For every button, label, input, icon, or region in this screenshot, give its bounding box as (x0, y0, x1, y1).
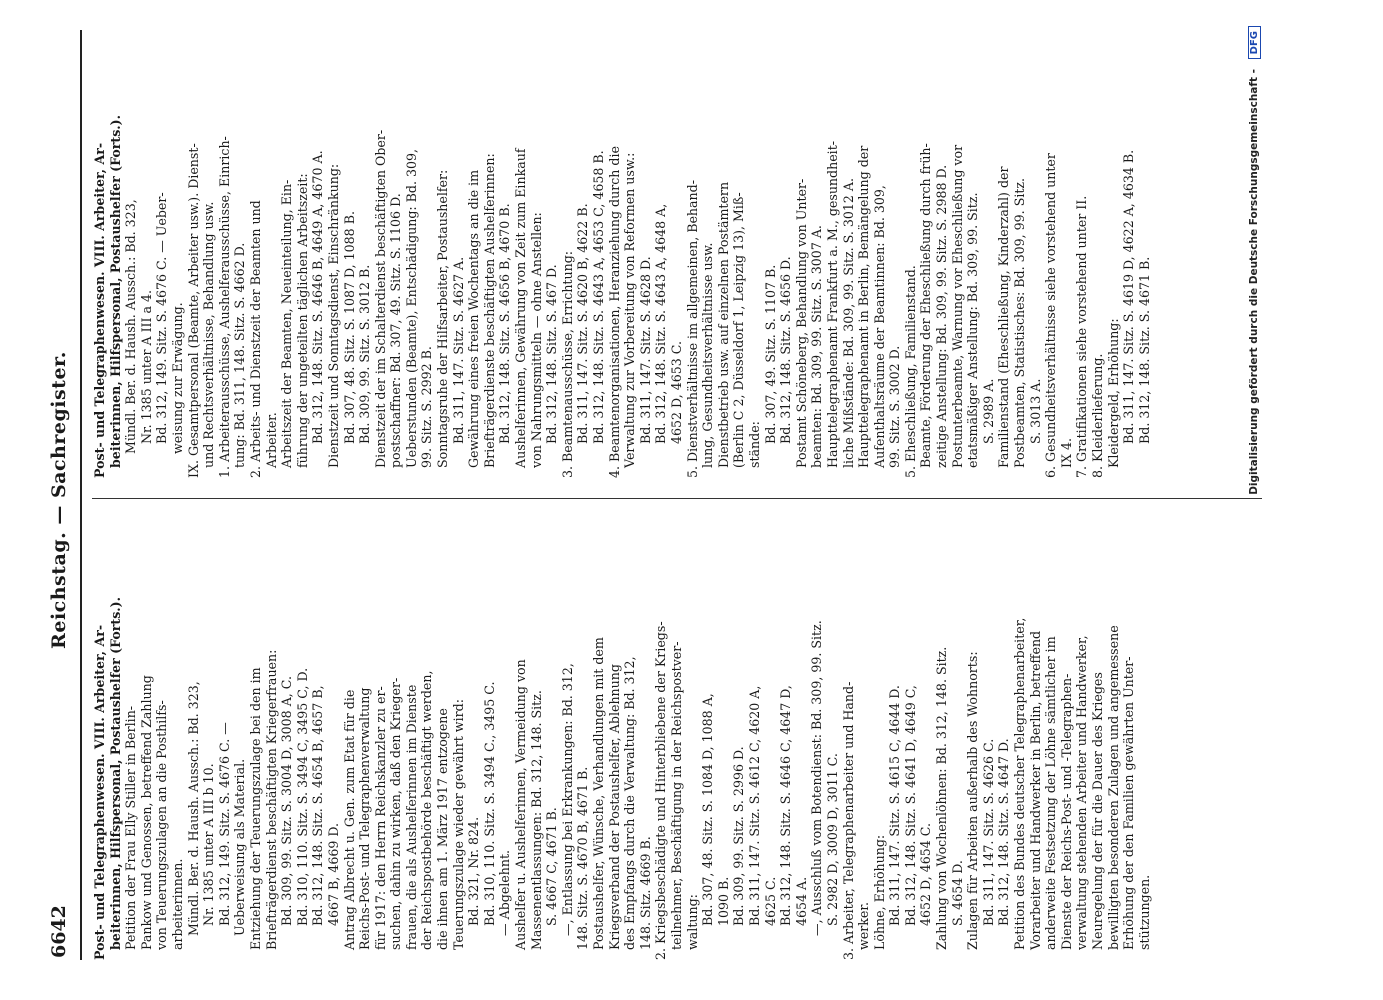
index-entry-line: Bd. 307, 48. Sitz. S. 1087 D, 1088 B. (341, 211, 357, 444)
index-entry-line: 6. Gesundheitsverhältnisse siehe vorstehend unter (1043, 153, 1059, 478)
index-entry-line: Arbeitszeit der Beamten, Neueinteilung, Ein- (279, 179, 295, 468)
digitization-footer (1248, 0, 1268, 994)
index-entry-line: Bd. 311, 147. Sitz. S. 4628 D. (637, 256, 653, 444)
index-entry-line: Bd. 312, 148. Sitz. S. 4641 D, 4649 C, (902, 685, 918, 926)
index-entry-line: Aushelfer u. Aushelferinnen, Vermeidung von (513, 659, 529, 950)
index-entry-line: (Berlin C 2, Düsseldorf 1, Leipzig 13), Miß- (731, 192, 747, 468)
index-entry-line: —, Ausschluß vom Botendienst: Bd. 309, 99. Sitz. (809, 620, 825, 936)
index-entry-line: Postamt Schöneberg, Behandlung von Unter- (793, 178, 809, 468)
index-entry-line: Mündl. Ber. d. Haush. Aussch.: Bd. 323, (123, 199, 139, 454)
index-entry-line: S. 3013 A. (1027, 378, 1043, 444)
index-entry-line: arbeiterinnen. (169, 858, 185, 950)
index-entry-line: Reichs-Post- und Telegraphenverwaltung (357, 687, 373, 950)
index-entry-line: 1. Arbeiterausschüsse, Aushelferausschüsse, Einrich- (216, 136, 232, 478)
index-entry-line: 2. Arbeits- und Dienstzeit der Beamten und (247, 200, 263, 478)
index-entry-line: 99. Sitz. S. 2992 B. (419, 346, 435, 468)
index-entry-line: Bd. 311, 147. Sitz. S. 4627 A. (450, 256, 466, 444)
index-entry-line: Dienstzeit der im Schalterdienst beschäftigten Ober- (372, 129, 388, 468)
index-entry-line: Bd. 309, 99. Sitz. S. 2996 D. (731, 746, 747, 926)
index-entry-line: S. 4654 D. (949, 860, 965, 926)
index-entry-line: Bd. 311, 147. Sitz. S. 4615 C, 4644 D. (887, 685, 903, 926)
index-entry-line: Bd. 312, 148. Sitz. S. 4647 D. (996, 738, 1012, 926)
page-number: 6642 (48, 905, 70, 958)
index-entry-line: tung: Bd. 311, 148. Sitz. S. 4662 D. (232, 242, 248, 468)
index-entry-line: 3. Beamtenausschüsse, Errichtung: (559, 250, 575, 478)
index-entry-line: der Reichspostbehörde beschäftigt werden, (419, 670, 435, 950)
index-entry-line: Neuregelung der für die Dauer des Krieges (1090, 672, 1105, 950)
index-entry-line: Teuerungszulage wieder gewährt wird: (450, 699, 466, 950)
index-entry-line: Verwaltung zur Vorbereitung von Reformen usw.: (622, 152, 638, 468)
index-entry-line: Arbeiter. (263, 412, 279, 468)
index-entry-line: Dienstbetrieb usw. auf einzelnen Postämtern (715, 181, 731, 468)
index-entry-line: Zulagen für Arbeiten außerhalb des Wohnorts: (965, 651, 981, 950)
index-entry-line: Bd. 312, 148. Sitz. S. 4643 A, 4648 A, (653, 203, 669, 444)
index-entry-line: 5. Dienstverhältnisse im allgemeinen, Behand- (684, 180, 700, 478)
index-entry-line: Bd. 307, 49. Sitz. S. 1107 B. (762, 264, 778, 444)
index-entry-line: weisung zur Erwägung. (169, 302, 185, 454)
index-entry-line: teilnehmer, Beschäftigung in der Reichspostver- (668, 641, 684, 950)
index-entry-line: 3. Arbeiter, Telegraphenarbeiter und Hand- (840, 681, 856, 960)
index-entry-line: 2. Kriegsbeschädigte und Hinterbliebene der Kriegs- (653, 621, 669, 960)
index-entry-line: liche Mißstände: Bd. 309, 99. Sitz. S. 3012 A. (840, 177, 856, 468)
index-entry-line: Bd. 311, 147. Sitz. S. 4612 C, 4620 A, (746, 685, 762, 926)
column-divider (92, 498, 1262, 499)
index-entry-line: Bd. 312, 148. Sitz. S. 4646 C, 4647 D, (778, 685, 794, 926)
index-entry-line: werker. (856, 902, 872, 950)
index-entry-line: Familienstand (Eheschließung, Kinderzahl) der (996, 166, 1012, 468)
index-entry-line: 1090 B. (715, 876, 731, 926)
index-entry-line: Bd. 321, Nr. 824. (466, 816, 482, 926)
index-entry-line: Bd. 312, 148. Sitz. S. 4643 A, 4653 C, 4658 B. (591, 150, 606, 444)
index-entry-line: waltung: (684, 894, 700, 950)
right-column (92, 42, 1272, 478)
index-entry-line: Bd. 312, 148. Sitz. S. 4656 D. (778, 256, 794, 444)
index-entry-line: — Abgelehnt. (497, 849, 513, 936)
index-entry-line: 4667 B, 4669 D. (325, 822, 341, 926)
index-entry-line: beamten: Bd. 309, 99. Sitz. S. 3007 A. (809, 225, 825, 468)
index-entry-line: 4654 A. (793, 876, 809, 926)
index-entry-line: Bd. 310, 110. Sitz. S. 3494 C, 3495 C, D. (294, 667, 310, 926)
index-entry-line: —, Entlassung bei Erkrankungen: Bd. 312, (559, 663, 575, 936)
running-title: Reichstag. — Sachregister. (48, 351, 70, 649)
index-entry-line: Post- und Telegraphenwesen. VIII. Arbeiter, Ar- (92, 624, 107, 960)
page-header (0, 0, 80, 1000)
footer-text: Digitalisierung gefördert durch die Deutsche Forschungsgemeinschaft - (1248, 69, 1260, 495)
index-entry-line: des Empfangs durch die Verwaltung: Bd. 312, (622, 656, 638, 950)
index-entry-line: bewilligten besonderen Zulagen und angemessene (1105, 625, 1121, 950)
index-entry-line: Dienstzeit und Sonntagsdienst, Einschränkung: (325, 163, 341, 468)
index-entry-line: Pankow und Genossen, betreffend Zahlung (138, 675, 154, 950)
dfg-logo: DFG (1248, 26, 1261, 59)
index-entry-line: 4652 D, 4653 C. (668, 341, 684, 444)
index-entry-line: S. 4667 C, 4671 B. (544, 807, 560, 926)
index-entry-line: Postaushelfer, Wünsche, Verhandlungen mit dem (591, 637, 606, 950)
header-rule (80, 30, 82, 960)
index-entry-line: S. 2982 D, 3009 D, 3011 C. (824, 753, 840, 926)
index-entry-line: beiterinnen, Hilfspersonal, Postaushelfer (Forts.). (107, 596, 123, 950)
index-entry-line: führung der ungeteilten täglichen Arbeitszeit: (294, 173, 310, 468)
index-entry-line: 4652 D, 4654 C. (918, 823, 934, 926)
index-entry-line: Bd. 312, 149. Sitz. S. 4676 C. — Ueber- (154, 192, 170, 444)
index-entry-line: Kleidergeld, Erhöhung: (1105, 318, 1121, 468)
index-entry-line: Haupttelegraphenamt Frankfurt a. M., gesundheit- (824, 140, 840, 468)
index-entry-line: 4625 C. (762, 876, 778, 926)
index-entry-line: 7. Gratifikationen siehe vorstehend unter II. (1074, 195, 1090, 478)
index-entry-line: lung, Gesundheitsverhältnisse usw. (700, 242, 716, 468)
index-entry-line: Gewährung eines freien Wochentags an die im (466, 169, 482, 468)
index-entry-line: 148. Sitz. 4669 B. (637, 836, 653, 950)
index-entry-line: Post- und Telegraphenwesen. VIII. Arbeiter, Ar- (92, 142, 107, 478)
index-entry-line: Kriegsverband der Postaushelfer, Ablehnung (606, 664, 622, 950)
index-entry-line: Entziehung der Teuerungszulage bei den im (247, 667, 263, 950)
index-entry-line: verwaltung stehenden Arbeiter und Handwerker, (1074, 635, 1090, 950)
index-entry-line: Bd. 309, 99. Sitz. S. 3004 D, 3008 A, C. (279, 676, 295, 926)
index-entry-line: und Rechtsverhältnisse, Behandlung usw. (201, 201, 217, 468)
index-entry-line: Postunterbeamte, Warnung vor Eheschließung vor (949, 144, 965, 468)
index-entry-line: stände: (746, 421, 762, 468)
index-entry-line: Bd. 312, 149. Sitz. S. 4676 C. — (216, 722, 232, 926)
index-entry-line: Haupttelegraphenamt in Berlin, Bemängelung der (856, 145, 872, 468)
index-entry-line: IX. Gesamtpersonal (Beamte, Arbeiter usw.). Dienst- (185, 143, 201, 478)
index-entry-line: Löhne, Erhöhung: (871, 834, 887, 950)
index-entry-line: Mündl. Ber. d. Haush. Aussch.: Bd. 323, (185, 681, 201, 936)
index-entry-line: Briefträgerdienst beschäftigten Kriegerfrauen: (263, 649, 279, 950)
index-entry-line: Zahlung von Wochenlöhnen: Bd. 312, 148. Sitz. (934, 646, 950, 950)
index-entry-line: von Teuerungszulagen an die Posthilfs- (154, 700, 170, 950)
index-entry-line: S. 2989 A. (980, 378, 996, 444)
index-entry-line: 4. Beamtenorganisationen, Heranziehung durch die (606, 146, 622, 478)
index-entry-line: Bd. 312, 148. Sitz. S. 4654 B, 4657 B, (310, 685, 326, 926)
index-entry-line: Bd. 307, 48. Sitz. S. 1084 D, 1088 A, (700, 693, 716, 926)
index-entry-line: die ihnen am 1. März 1917 entzogene (435, 708, 451, 950)
index-entry-line: postschaffner: Bd. 307, 49. Sitz. S. 1106 D. (388, 193, 404, 468)
index-entry-line: stützungen. (1136, 874, 1152, 950)
index-entry-line: Vorarbeiter und Handwerker in Berlin, betreffend (1027, 630, 1043, 950)
index-entry-line: Bd. 312, 148. Sitz. S. 4656 B, 4670 B. (497, 203, 513, 444)
index-entry-line: 148. Sitz. S. 4670 B, 4671 B. (575, 766, 591, 950)
index-entry-line: Erhöhung der den Familien gewährten Unter- (1121, 656, 1137, 950)
index-entry-line: Petition des Bundes deutscher Telegraphenarbeiter, (1012, 617, 1028, 950)
index-entry-line: 99. Sitz. S. 3002 D. (887, 345, 903, 468)
index-entry-line: Ueberstunden (Beamte), Entschädigung: Bd. 309, (403, 148, 419, 468)
index-entry-line: frauen, die als Aushelferinnen im Dienste (403, 684, 419, 950)
index-entry-line: etatsmäßiger Anstellung: Bd. 309, 99. Sitz. (965, 192, 981, 468)
index-entry-line: Sonntagsruhe der Hilfsarbeiter, Postaushelfer: (435, 169, 451, 468)
index-entry-line: anderweite Festsetzung der Löhne sämtlicher im (1043, 636, 1059, 950)
index-entry-line: Bd. 312, 148. Sitz. S. 4646 B, 4649 A, 4670 A. (310, 150, 326, 444)
index-entry-line: Bd. 311, 147. Sitz. S. 4626 C. (980, 738, 996, 926)
index-entry-line: 8. Kleiderlieferung. (1090, 353, 1105, 478)
index-entry-line: Aushelferinnen, Gewährung von Zeit zum Einkauf (513, 148, 529, 468)
index-entry-line: Bd. 311, 147. Sitz. S. 4619 D, 4622 A, 4634 B. (1121, 149, 1137, 444)
index-entry-line: beiterinnen, Hilfspersonal, Postaushelfer (Forts.). (107, 114, 123, 468)
index-entry-line: Bd. 312, 148. Sitz. S. 467 D. (544, 264, 560, 444)
index-entry-line: Briefträgerdienste beschäftigten Aushelferinnen: (481, 153, 497, 468)
index-entry-line: von Nahrungsmitteln — ohne Anstellen: (528, 212, 544, 468)
index-entry-line: IX 4. (1058, 438, 1074, 468)
index-entry-line: Nr. 1385 unter A III b 10. (201, 763, 217, 926)
index-entry-line: Bd. 312, 148. Sitz. S. 4671 B. (1136, 256, 1152, 444)
index-entry-line: Bd. 309, 99. Sitz. S. 3012 B. (357, 264, 373, 444)
index-entry-line: 5. Eheschließung, Familienstand. (902, 265, 918, 478)
index-entry-line: Aufenthaltsräume der Beamtinnen: Bd. 309, (871, 185, 887, 468)
index-entry-line: für 1917: den Herrn Reichskanzler zu er- (372, 686, 388, 950)
index-entry-line: Ueberweisung als Material. (232, 758, 248, 936)
index-entry-line: zeitige Anstellung: Bd. 309, 99. Sitz. S. 2988 D. (934, 164, 950, 468)
index-entry-line: Antrag Albrecht u. Gen. zum Etat für die (341, 689, 357, 950)
index-entry-line: suchen, dahin zu wirken, daß den Krieger- (388, 677, 404, 950)
index-entry-line: Bd. 311, 147. Sitz. S. 4620 B, 4622 B. (575, 203, 591, 444)
index-entry-line: Beamte, Förderung der Eheschließung durch früh- (918, 143, 934, 468)
index-entry-line: Postbeamten, Statistisches: Bd. 309, 99. Sitz. (1012, 177, 1028, 468)
index-entry-line: Bd. 310, 110. Sitz. S. 3494 C., 3495 C. (481, 681, 497, 926)
index-entry-line: Nr. 1385 unter A III a 4. (138, 289, 154, 444)
index-entry-line: Petition der Frau Elly Stiller in Berlin- (123, 705, 139, 950)
left-column (92, 524, 1272, 960)
index-entry-line: Massenentlassungen: Bd. 312, 148. Sitz. (528, 690, 544, 950)
index-entry-line: Dienste der Reichs-Post- und -Telegraphen- (1058, 673, 1074, 950)
